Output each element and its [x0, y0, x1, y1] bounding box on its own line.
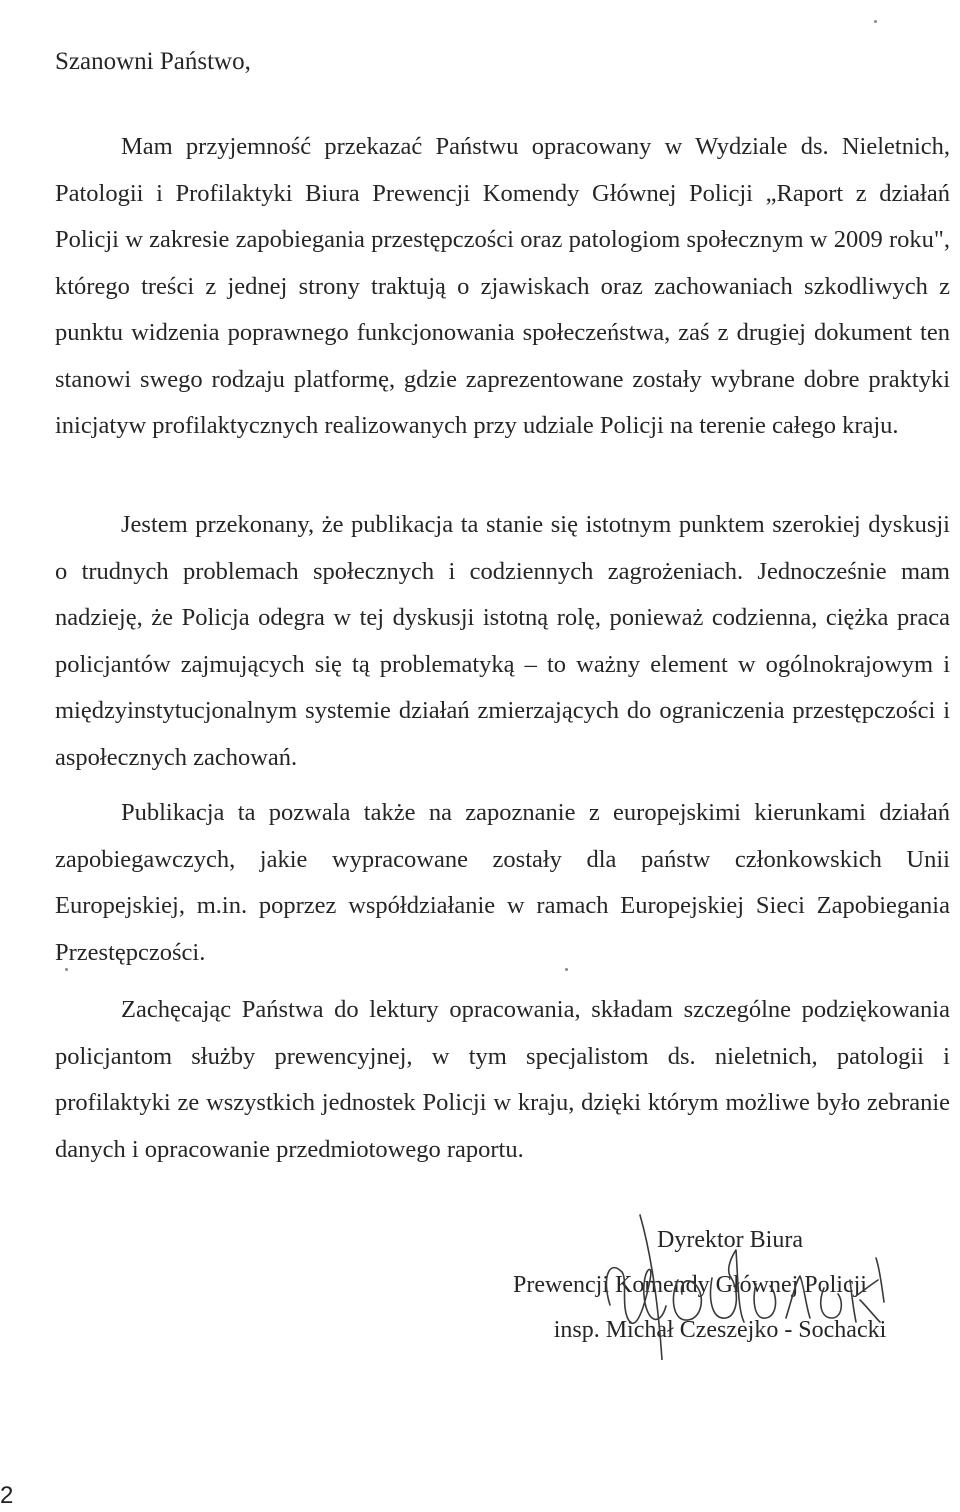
paragraph-2-text: Jestem przekonany, że publikacja ta stanie się istotnym punktem szerokiej dyskusji o trudnych problemach społecznych i codziennych zagrożeniach. Jednocześnie mam nadzieję, że Policja odegra w tej dyskusji istotną rolę, ponieważ codzienna, ciężka praca policjantów zajmujących się tą problematyką – to ważny element w ogólnokrajowym i międzyinstytucjonalnym systemie działań zmierzających do ograniczenia przestępczości i aspołecznych zachowań.: [55, 511, 950, 771]
signature-title: Dyrektor Biura: [657, 1227, 803, 1253]
scan-speck: [874, 20, 877, 23]
greeting: Szanowni Państwo,: [55, 48, 251, 75]
paragraph-3-text: Publikacja ta pozwala także na zapoznanie z europejskimi kierunkami działań zapobiegawczych, jakie wypracowane zostały dla państw członkowskich Unii Europejskiej, m.in. poprzez współdziałanie w ramach Europejskiej Sieci Zapobiegania Przestępczości.: [55, 799, 950, 966]
scan-speck: [65, 968, 68, 971]
paragraph-3: [55, 790, 950, 976]
paragraph-1: [55, 124, 950, 450]
paragraph-1-text: Mam przyjemność przekazać Państwu opracowany w Wydziale ds. Nieletnich, Patologii i Profilaktyki Biura Prewencji Komendy Głównej Policji „Raport z działań Policji w zakresie zapobiegania przestępczości oraz patologiom społecznym w 2009 roku", którego treści z jednej strony traktują o zjawiskach oraz zachowaniach szkodliwych z punktu widzenia poprawnego funkcjonowania społeczeństwa, zaś z drugiej dokument ten stanowi swego rodzaju platformę, gdzie zaprezentowane zostały wybrane dobre praktyki inicjatyw profilaktycznych realizowanych przy udziale Policji na terenie całego kraju.: [55, 133, 950, 439]
paragraph-4-text: Zachęcając Państwa do lektury opracowania, składam szczególne podziękowania policjantom służby prewencyjnej, w tym specjalistom ds. nieletnich, patologii i profilaktyki ze wszystkich jednostek Policji w kraju, dzięki którym możliwe było zebranie danych i opracowanie przedmiotowego raportu.: [55, 996, 950, 1163]
page-number: 2: [0, 1482, 14, 1509]
signature-organization: Prewencji Komendy Głównej Policji: [513, 1272, 867, 1298]
signature-name: insp. Michał Czeszejko - Sochacki: [553, 1317, 887, 1343]
paragraph-4: [55, 987, 950, 1173]
scan-speck: [565, 968, 568, 971]
handwritten-signature: [580, 1210, 900, 1360]
paragraph-2: [55, 502, 950, 781]
